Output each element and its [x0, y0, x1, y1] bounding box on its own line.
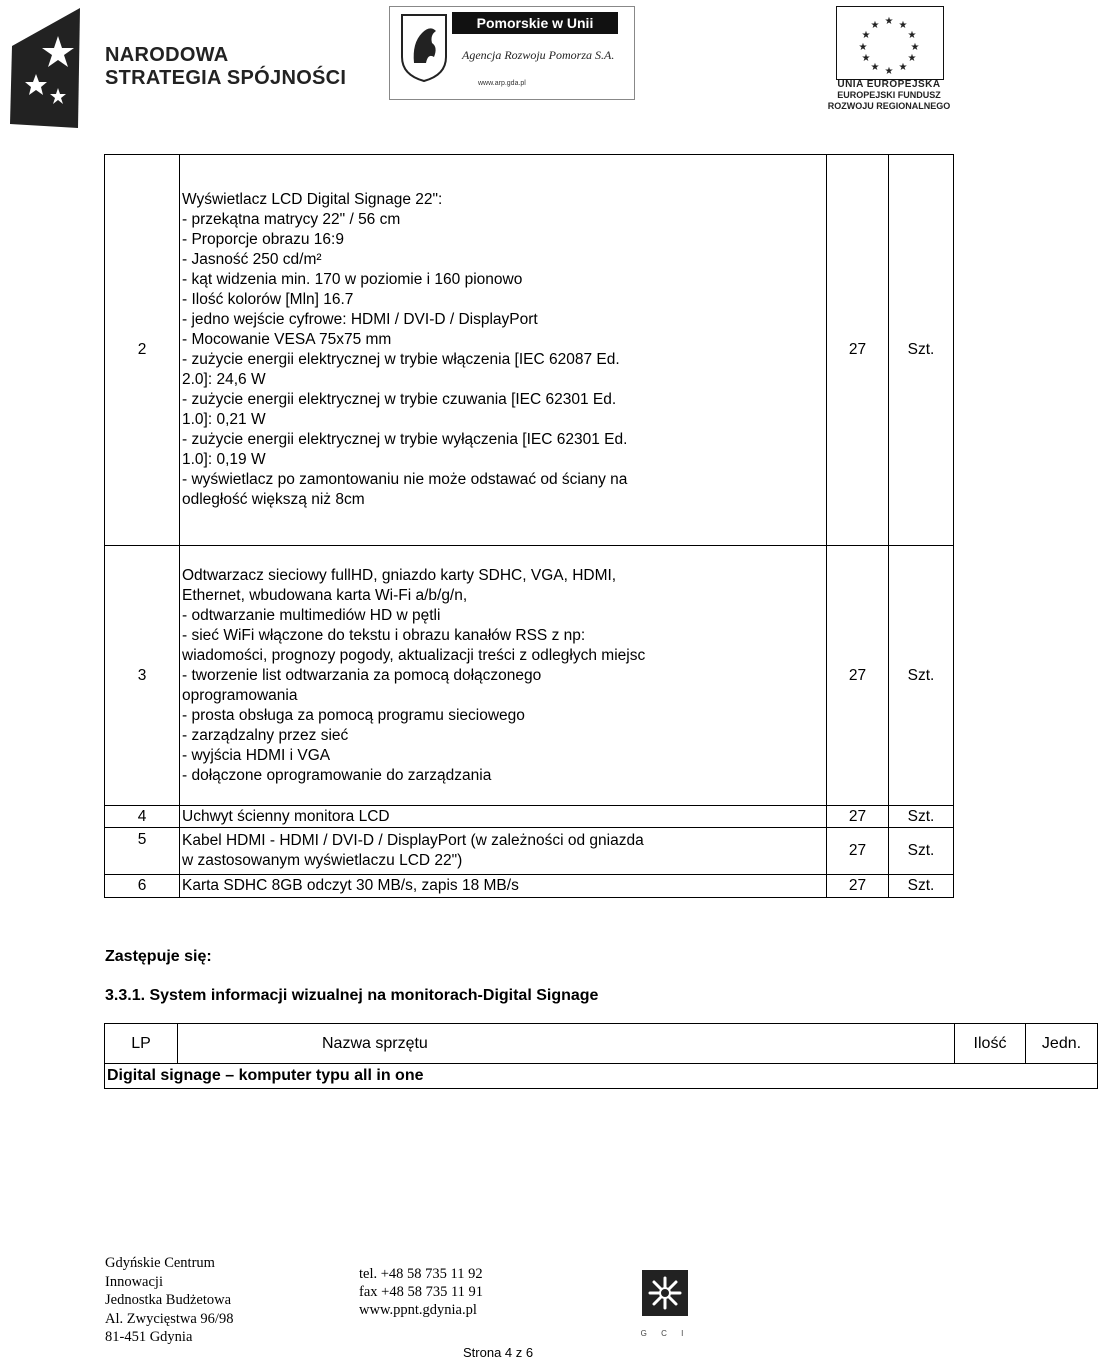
footer-www: www.ppnt.gdynia.pl: [359, 1302, 477, 1318]
addr-line2: Innowacji: [105, 1273, 163, 1290]
spec-description-line: - tworzenie list odtwarzania za pomocą dołączonego: [182, 666, 542, 684]
spec-quantity: 27: [827, 155, 889, 546]
spec-table-row: [105, 875, 954, 898]
pomorskie-agency: Agencja Rozwoju Pomorza S.A.: [462, 48, 615, 62]
spec-description-line: - zarządzalny przez sieć: [182, 726, 349, 744]
footer-address: [105, 1254, 233, 1347]
spec-description-line: - Mocowanie VESA 75x75 mm: [182, 331, 392, 348]
spec-description-line: odległość większą niż 8cm: [182, 491, 365, 508]
spec-description: [180, 828, 827, 875]
addr-line3: Jednostka Budżetowa: [105, 1292, 232, 1308]
svg-text:★: ★: [884, 66, 894, 77]
spec-description-line: - sieć WiFi włączone do tekstu i obrazu kanałów RSS z np:: [182, 626, 586, 644]
spec-unit: Szt.: [889, 546, 954, 806]
spec-unit: Szt.: [889, 875, 954, 898]
spec-lp: 5: [105, 828, 180, 875]
spec-lp: 4: [105, 806, 180, 828]
ue-line1: UNIA EUROPEJSKA: [837, 79, 941, 90]
col-qty: Ilość: [955, 1024, 1026, 1064]
spec-description-line: Karta SDHC 8GB odczyt 30 MB/s, zapis 18 MB/s: [182, 877, 519, 894]
spec-description-line: - Proporcje obrazu 16:9: [182, 231, 344, 248]
svg-text:★: ★: [898, 20, 908, 31]
spec-description-line: 1.0]: 0,19 W: [182, 451, 266, 468]
spec-quantity: 27: [827, 806, 889, 828]
spec-description: [180, 155, 827, 546]
svg-text:★: ★: [858, 42, 868, 53]
svg-text:★: ★: [884, 16, 894, 27]
gci-logo: [636, 1268, 694, 1336]
spec-description-line: - wyświetlacz po zamontowaniu nie może odstawać od ściany na: [182, 471, 628, 488]
spec-description-line: Wyświetlacz LCD Digital Signage 22":: [182, 191, 443, 208]
page-number: Strona 4 z 6: [463, 1345, 534, 1360]
col-lp: LP: [105, 1024, 178, 1064]
spec-description-line: Kabel HDMI - HDMI / DVI-D / DisplayPort (w zależności od gniazda: [182, 832, 644, 849]
ns-line1: NARODOWA: [105, 44, 229, 66]
spec-description-line: - odtwarzanie multimediów HD w pętli: [182, 606, 441, 624]
eu-stars-icon: [837, 7, 942, 78]
spec-description-line: w zastosowanym wyświetlaczu LCD 22"): [182, 852, 463, 869]
replacement-table: [104, 1023, 1098, 1089]
gci-letters: G C I: [640, 1329, 690, 1338]
spec-table-row: [105, 806, 954, 828]
spec-unit: Szt.: [889, 806, 954, 828]
star-emblem-icon: [8, 6, 108, 128]
spec-description-line: - Ilość kolorów [Mln] 16.7: [182, 291, 354, 308]
equipment-spec-table: [104, 154, 954, 898]
spec-description-line: - dołączone oprogramowanie do zarządzania: [182, 766, 492, 784]
replacement-subtitle: Digital signage – komputer typu all in one: [105, 1064, 1098, 1089]
eu-flag: [836, 6, 944, 80]
svg-text:★: ★: [898, 62, 908, 73]
ue-line3: ROZWOJU REGIONALNEGO: [827, 101, 951, 111]
spec-description-line: 2.0]: 24,6 W: [182, 371, 266, 388]
svg-text:★: ★: [861, 53, 871, 64]
spec-description-line: 1.0]: 0,21 W: [182, 411, 266, 428]
spec-lp: 3: [105, 546, 180, 806]
col-unit: Jedn.: [1026, 1024, 1098, 1064]
spec-description-line: - zużycie energii elektrycznej w trybie czuwania [IEC 62301 Ed.: [182, 391, 617, 408]
spec-lp: 6: [105, 875, 180, 898]
spec-description-line: - Jasność 250 cd/m²: [182, 251, 322, 268]
spec-description-line: Uchwyt ścienny monitora LCD: [182, 807, 390, 825]
spec-description: [180, 806, 827, 828]
svg-text:★: ★: [910, 42, 920, 53]
replacement-heading: Zastępuje się:: [105, 948, 212, 965]
spec-description-line: - przekątna matrycy 22" / 56 cm: [182, 211, 401, 228]
replacement-subtitle-row: [105, 1064, 1098, 1089]
eu-text: [814, 79, 964, 112]
footer-contact: [359, 1265, 483, 1319]
svg-text:★: ★: [870, 20, 880, 31]
spec-description-line: Odtwarzacz sieciowy fullHD, gniazdo karty SDHC, VGA, HDMI,: [182, 566, 617, 584]
spec-lp: 2: [105, 155, 180, 546]
spec-description-line: wiadomości, prognozy pogody, aktualizacji treści z odległych miejsc: [182, 646, 646, 664]
addr-line4: Al. Zwycięstwa 96/98: [105, 1310, 234, 1327]
spec-description-line: - zużycie energii elektrycznej w trybie wyłączenia [IEC 62301 Ed.: [182, 431, 628, 448]
gci-emblem-icon: [636, 1268, 694, 1322]
griffin-crest-icon: [400, 13, 448, 83]
spec-description-line: - zużycie energii elektrycznej w trybie włączenia [IEC 62087 Ed.: [182, 351, 620, 368]
spec-unit: Szt.: [889, 828, 954, 875]
spec-quantity: 27: [827, 546, 889, 806]
spec-description: [180, 875, 827, 898]
spec-unit: Szt.: [889, 155, 954, 546]
spec-description-line: - kąt widzenia min. 170 w poziomie i 160 pionowo: [182, 271, 523, 288]
svg-text:★: ★: [907, 53, 917, 64]
ue-line2: EUROPEJSKI FUNDUSZ: [837, 90, 941, 100]
section-title: 3.3.1. System informacji wizualnej na monitorach-Digital Signage: [105, 987, 599, 1004]
spec-description-line: - wyjścia HDMI i VGA: [182, 746, 331, 764]
replacement-header-row: [105, 1024, 1098, 1064]
footer-tel: tel. +48 58 735 11 92: [359, 1266, 483, 1282]
spec-description-line: Ethernet, wbudowana karta Wi-Fi a/b/g/n,: [182, 586, 468, 604]
spec-description: [180, 546, 827, 806]
spec-table-row: [105, 828, 954, 875]
col-name: Nazwa sprzętu: [178, 1024, 955, 1064]
ns-line2: STRATEGIA SPÓJNOŚCI: [105, 67, 347, 89]
spec-table-row: [105, 155, 954, 546]
addr-line1: Gdyńskie Centrum: [105, 1255, 215, 1271]
narodowa-strategia-text: [105, 44, 346, 90]
spec-table-row: [105, 546, 954, 806]
pomorskie-title: Pomorskie w Unii: [452, 12, 618, 34]
svg-text:★: ★: [870, 62, 880, 73]
pomorskie-url: www.arp.gda.pl: [478, 80, 526, 87]
addr-line5: 81-451 Gdynia: [105, 1329, 193, 1345]
spec-description-line: - jedno wejście cyfrowe: HDMI / DVI-D / DisplayPort: [182, 311, 538, 328]
footer-fax: fax +48 58 735 11 91: [359, 1284, 484, 1300]
spec-quantity: 27: [827, 875, 889, 898]
svg-text:★: ★: [907, 30, 917, 41]
spec-description-line: oprogramowania: [182, 686, 298, 704]
spec-quantity: 27: [827, 828, 889, 875]
spec-description-line: - prosta obsługa za pomocą programu sieciowego: [182, 706, 525, 724]
svg-text:★: ★: [861, 30, 871, 41]
